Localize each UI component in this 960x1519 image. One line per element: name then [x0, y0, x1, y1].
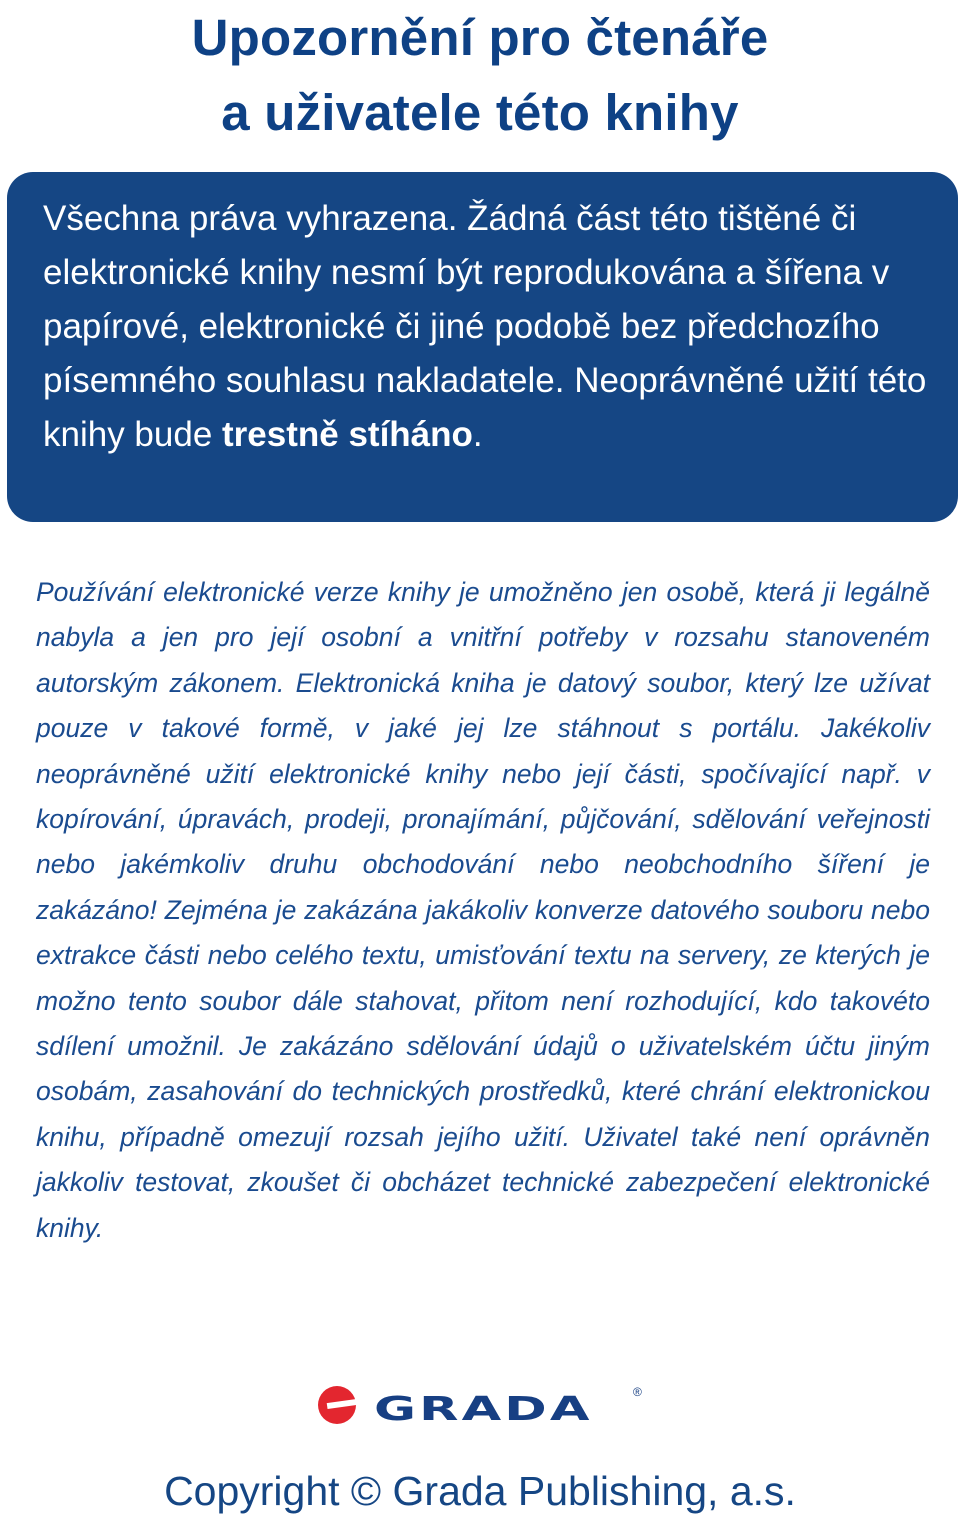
grada-logo-wordmark: GRADA	[374, 1389, 593, 1428]
rights-notice-end: .	[472, 415, 483, 454]
usage-terms-paragraph: Používání elektronické verze knihy je umožněno jen osobě, která ji legálně nabyla a jen pro její osobní a vnitřní potřeby v rozsahu stanoveném autorským zákonem. Elektronická kniha je datový soubor, který lze užívat pouze v takové formě, v jaké jej lze stáhnout s portálu. Jakékoliv neoprávněné užití elektronické knihy nebo její části, spočívající např. v kopírování, úpravách, prodeji, pronajímání, půjčování, sdělování veřejnosti nebo jakémkoliv druhu obchodování nebo neobchodního šíření je zakázáno! Zejména je zakázána jakákoliv konverze datového souboru nebo extrakce části nebo celého textu, umisťování textu na servery, ze kterých je možno tento soubor dále stahovat, přitom není rozhodující, kdo takovéto sdílení umožnil. Je zakázáno sdělování údajů o uživatelském účtu jiným osobám, zasahování do technických prostředků, které chrání elektronickou knihu, případně omezují rozsah jejího užití. Uživatel také není oprávněn jakkoliv testovat, zkoušet či obcházet technické zabezpečení elektronické knihy.	[36, 577, 930, 1243]
grada-logo-mark-icon	[318, 1386, 356, 1424]
registered-mark: ®	[633, 1385, 642, 1399]
rights-notice-main: Všechna práva vyhrazena. Žádná část této tištěné či elektronické knihy nesmí být reprodukována a šířena v papírové, elektronické či jiné podobě bez předchozího písemného souhlasu nakladatele. Neoprávněné užití této knihy bude	[43, 199, 927, 454]
page-title-line-2: a uživatele této knihy	[221, 84, 739, 141]
page-title-line-1: Upozornění pro čtenáře	[191, 9, 769, 66]
page-title	[0, 0, 960, 150]
rights-notice-emphasis: trestně stíháno	[222, 415, 473, 454]
rights-notice-text	[43, 192, 936, 462]
grada-logo	[318, 1386, 648, 1430]
copyright-footer: Copyright © Grada Publishing, a.s.	[164, 1468, 796, 1514]
rights-notice-box	[7, 172, 958, 522]
